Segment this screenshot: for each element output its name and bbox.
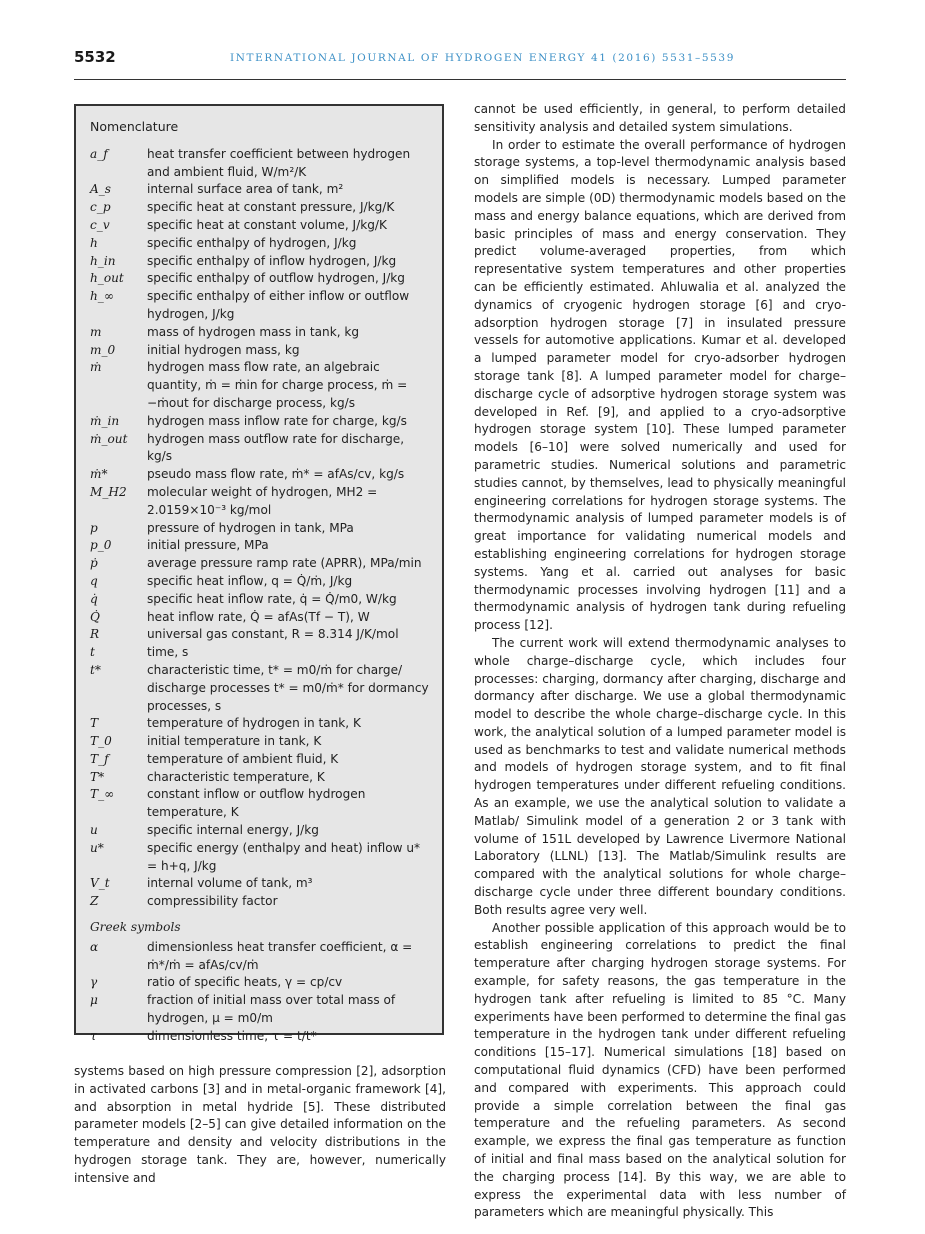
- nomenclature-symbol: p: [90, 520, 98, 535]
- greek-symbols-list: [90, 939, 430, 1046]
- nomenclature-definition: mass of hydrogen mass in tank, kg: [147, 324, 360, 339]
- nomenclature-entry: [90, 466, 430, 484]
- nomenclature-symbol: T*: [90, 769, 105, 784]
- nomenclature-symbol: T: [90, 716, 99, 731]
- nomenclature-entry: [90, 484, 430, 520]
- nomenclature-list: [90, 146, 430, 911]
- nomenclature-definition: specific energy (enthalpy and heat) inflow u* = h+q, J/kg: [147, 840, 421, 873]
- nomenclature-title: Nomenclature: [90, 119, 179, 134]
- nomenclature-symbol: ṗ: [90, 556, 98, 571]
- body-paragraph-1: cannot be used efficiently, in general, to perform detailed sensitivity analysis and detailed system simulations.: [474, 102, 846, 134]
- nomenclature-definition: characteristic time, t* = m0/ṁ for charge/ discharge processes t* = m0/ṁ* for dormancy processes, s: [147, 662, 429, 713]
- nomenclature-definition: initial temperature in tank, K: [147, 734, 322, 749]
- header-rule: [74, 79, 846, 80]
- nomenclature-symbol: V_t: [90, 876, 110, 891]
- nomenclature-symbol: h_in: [90, 253, 116, 268]
- nomenclature-entry: [90, 609, 430, 627]
- nomenclature-definition: specific enthalpy of hydrogen, J/kg: [147, 235, 357, 250]
- nomenclature-symbol: μ: [90, 993, 98, 1008]
- nomenclature-definition: internal surface area of tank, m²: [147, 182, 344, 197]
- nomenclature-entry: [90, 270, 430, 288]
- nomenclature-definition: universal gas constant, R = 8.314 J/K/mol: [147, 627, 399, 642]
- nomenclature-symbol: ṁ: [90, 360, 102, 375]
- nomenclature-symbol: T_f: [90, 751, 109, 766]
- page-number: 5532: [74, 48, 116, 66]
- nomenclature-definition: specific heat inflow, q = Q̇/ṁ, J/kg: [147, 573, 353, 588]
- body-paragraph-4: Another possible application of this approach would be to establish engineering correlations to predict the final temperature after charging hydrogen storage systems. For example, for safety reasons, the gas temperature in the hydrogen tank after refueling is limited to 85 °C. Many experiments have been performed to determine the final gas temperature in the hydrogen tank under different refueling conditions [15–17]. Numerical simulations [18] based on computational fluid dynamics (CFD) have been performed and compared with experiments. This approach could provide a simple correlation between the final gas temperature and the refueling parameters. As second example, we express the final gas temperature as function of initial and final mass based on the analytical solution for the charging process [14]. By this way, we are able to express the experimental data with less number of parameters which are meaningful physically. This: [474, 920, 846, 1220]
- nomenclature-definition: specific heat inflow rate, q̇ = Q̇/m0, W/kg: [147, 591, 397, 606]
- nomenclature-symbol: M_H2: [90, 484, 127, 499]
- nomenclature-entry: [90, 786, 430, 822]
- nomenclature-symbol: c_v: [90, 217, 110, 232]
- nomenclature-symbol: a_f: [90, 146, 108, 161]
- nomenclature-entry: [90, 413, 430, 431]
- nomenclature-entry: [90, 644, 430, 662]
- journal-running-header: INTERNATIONAL JOURNAL OF HYDROGEN ENERGY 41 (2016) 5531–5539: [230, 52, 735, 64]
- nomenclature-definition: specific internal energy, J/kg: [147, 823, 319, 838]
- nomenclature-entry: [90, 939, 430, 975]
- nomenclature-entry: [90, 626, 430, 644]
- nomenclature-entry: [90, 520, 430, 538]
- left-column-continuation: [74, 1063, 446, 1188]
- nomenclature-definition: hydrogen mass outflow rate for discharge, kg/s: [147, 431, 405, 464]
- nomenclature-definition: dimensionless heat transfer coefficient, α = ṁ*/ṁ = afAs/cv/ṁ: [147, 939, 413, 972]
- nomenclature-definition: heat transfer coefficient between hydrogen and ambient fluid, W/m²/K: [147, 146, 411, 179]
- nomenclature-definition: hydrogen mass inflow rate for charge, kg/s: [147, 413, 407, 428]
- nomenclature-entry: [90, 537, 430, 555]
- greek-symbols-title: Greek symbols: [90, 920, 181, 935]
- nomenclature-definition: specific heat at constant pressure, J/kg/K: [147, 200, 395, 215]
- nomenclature-definition: specific heat at constant volume, J/kg/K: [147, 217, 387, 232]
- nomenclature-definition: heat inflow rate, Q̇ = afAs(Tf − T), W: [147, 609, 370, 624]
- nomenclature-symbol: ṁ_out: [90, 431, 128, 446]
- nomenclature-symbol: T_∞: [90, 787, 115, 802]
- nomenclature-symbol: u*: [90, 840, 104, 855]
- nomenclature-symbol: u: [90, 823, 98, 838]
- body-paragraph-3: The current work will extend thermodynamic analyses to whole charge–discharge cycle, which includes four processes: charging, dormancy after charging, discharge and dormancy after discharge. We use a global thermodynamic model to describe the whole charge–discharge cycle. In this work, the analytical solution of a lumped parameter model is used as benchmarks to test and validate numerical methods and models of hydrogen storage system, and to fit final hydrogen temperatures under different refueling conditions. As an example, we use the analytical solution to validate a Matlab/ Simulink model of a generation 2 or 3 tank with volume of 151L developed by Lawrence Livermore National Laboratory (LLNL) [13]. The Matlab/Simulink results are compared with the analytical solutions for whole charge–discharge cycle under three different boundary conditions. Both results agree very well.: [474, 635, 846, 917]
- nomenclature-entry: [90, 324, 430, 342]
- nomenclature-symbol: α: [90, 939, 99, 954]
- nomenclature-definition: compressibility factor: [147, 894, 278, 909]
- nomenclature-definition: specific enthalpy of inflow hydrogen, J/kg: [147, 253, 397, 268]
- nomenclature-symbol: t*: [90, 662, 101, 677]
- nomenclature-entry: [90, 253, 430, 271]
- nomenclature-entry: [90, 822, 430, 840]
- nomenclature-definition: temperature of hydrogen in tank, K: [147, 716, 361, 731]
- nomenclature-definition: characteristic temperature, K: [147, 769, 325, 784]
- nomenclature-symbol: A_s: [90, 182, 111, 197]
- nomenclature-entry: [90, 751, 430, 769]
- nomenclature-definition: specific enthalpy of either inflow or outflow hydrogen, J/kg: [147, 289, 410, 321]
- nomenclature-entry: [90, 662, 430, 715]
- nomenclature-entry: [90, 181, 430, 199]
- nomenclature-entry: [90, 591, 430, 609]
- nomenclature-entry: [90, 199, 430, 217]
- nomenclature-symbol: h: [90, 235, 98, 250]
- nomenclature-entry: [90, 733, 430, 751]
- nomenclature-entry: [90, 217, 430, 235]
- nomenclature-symbol: m_0: [90, 342, 116, 357]
- nomenclature-definition: pseudo mass flow rate, ṁ* = afAs/cv, kg/s: [147, 467, 405, 482]
- nomenclature-entry: [90, 992, 430, 1028]
- nomenclature-entry: [90, 893, 430, 911]
- right-column: [474, 101, 846, 1222]
- nomenclature-definition: pressure of hydrogen in tank, MPa: [147, 520, 354, 535]
- nomenclature-entry: [90, 359, 430, 412]
- nomenclature-symbol: τ: [90, 1028, 97, 1043]
- nomenclature-symbol: m: [90, 324, 102, 339]
- nomenclature-symbol: ṁ*: [90, 467, 108, 482]
- nomenclature-definition: initial pressure, MPa: [147, 538, 269, 553]
- nomenclature-entry: [90, 715, 430, 733]
- nomenclature-entry: [90, 235, 430, 253]
- nomenclature-definition: temperature of ambient fluid, K: [147, 751, 339, 766]
- nomenclature-symbol: p_0: [90, 538, 112, 553]
- nomenclature-symbol: Q̇: [90, 609, 100, 624]
- nomenclature-definition: hydrogen mass flow rate, an algebraic quantity, ṁ = ṁin for charge process, ṁ = −ṁout for discharge process, kg/s: [147, 360, 408, 410]
- nomenclature-entry: [90, 342, 430, 360]
- nomenclature-definition: fraction of initial mass over total mass of hydrogen, μ = m0/m: [147, 993, 396, 1026]
- nomenclature-entry: [90, 974, 430, 992]
- nomenclature-symbol: q: [90, 573, 98, 588]
- nomenclature-symbol: γ: [90, 975, 98, 990]
- nomenclature-definition: average pressure ramp rate (APRR), MPa/min: [147, 556, 422, 571]
- nomenclature-entry: [90, 1028, 430, 1046]
- body-paragraph-left: systems based on high pressure compression [2], adsorption in activated carbons [3] and in metal-organic framework [4], and absorption in metal hydride [5]. These distributed parameter models [2–5] can give detailed information on the temperature and density and velocity distributions in the hydrogen storage tank. They are, however, numerically intensive and: [74, 1064, 446, 1185]
- body-paragraph-2: In order to estimate the overall performance of hydrogen storage systems, a top-level thermodynamic analysis based on simplified models is necessary. Lumped parameter models are simple (0D) thermodynamic models based on the mass and energy balance equations, which are derived from basic principles of mass and energy conservation. They predict volume-averaged properties, from which representative system temperatures and other properties can be efficiently estimated. Ahluwalia et al. analyzed the dynamics of cryogenic hydrogen storage [6] and cryo-adsorption hydrogen storage [7] in insulated pressure vessels for automotive applications. Kumar et al. developed a lumped parameter model for cryo-adsorber hydrogen storage tank [8]. A lumped parameter model for charge–discharge cycle of adsorptive hydrogen storage system was developed in Ref. [9], and applied to a cryo-adsorptive hydrogen storage system [10]. These lumped parameter models [6–10] were solved numerically and used for parametric studies. Numerical solutions and parametric studies cannot, by themselves, lead to physically meaningful engineering correlations for hydrogen storage systems. The thermodynamic analysis of lumped parameter models is of great importance for validating numerical models and establishing engineering correlations for hydrogen storage systems. Yang et al. carried out analyses for basic thermodynamic processes involving hydrogen [11] and a thermodynamic analysis of hydrogen tank during refueling process [12].: [474, 137, 846, 633]
- nomenclature-entry: [90, 875, 430, 893]
- nomenclature-definition: initial hydrogen mass, kg: [147, 342, 300, 357]
- nomenclature-symbol: c_p: [90, 200, 111, 215]
- nomenclature-definition: dimensionless time, τ = t/t*: [147, 1028, 317, 1043]
- nomenclature-entry: [90, 555, 430, 573]
- nomenclature-definition: constant inflow or outflow hydrogen temperature, K: [147, 787, 366, 820]
- nomenclature-symbol: T_0: [90, 734, 112, 749]
- nomenclature-entry: [90, 288, 430, 324]
- nomenclature-symbol: t: [90, 645, 95, 660]
- nomenclature-symbol: h_out: [90, 271, 124, 286]
- nomenclature-definition: ratio of specific heats, γ = cp/cv: [147, 975, 343, 990]
- nomenclature-definition: molecular weight of hydrogen, MH2 = 2.0159×10⁻³ kg/mol: [147, 484, 378, 517]
- nomenclature-entry: [90, 769, 430, 787]
- nomenclature-definition: internal volume of tank, m³: [147, 876, 313, 891]
- nomenclature-entry: [90, 431, 430, 467]
- nomenclature-symbol: ṁ_in: [90, 413, 120, 428]
- nomenclature-box: [74, 104, 444, 1043]
- nomenclature-symbol: R: [90, 627, 100, 642]
- nomenclature-symbol: h_∞: [90, 289, 114, 304]
- nomenclature-definition: time, s: [147, 645, 189, 660]
- nomenclature-symbol: q̇: [90, 591, 98, 606]
- nomenclature-symbol: Z: [90, 894, 99, 909]
- nomenclature-entry: [90, 573, 430, 591]
- nomenclature-entry: [90, 146, 430, 182]
- nomenclature-definition: specific enthalpy of outflow hydrogen, J/kg: [147, 271, 405, 286]
- nomenclature-entry: [90, 840, 430, 876]
